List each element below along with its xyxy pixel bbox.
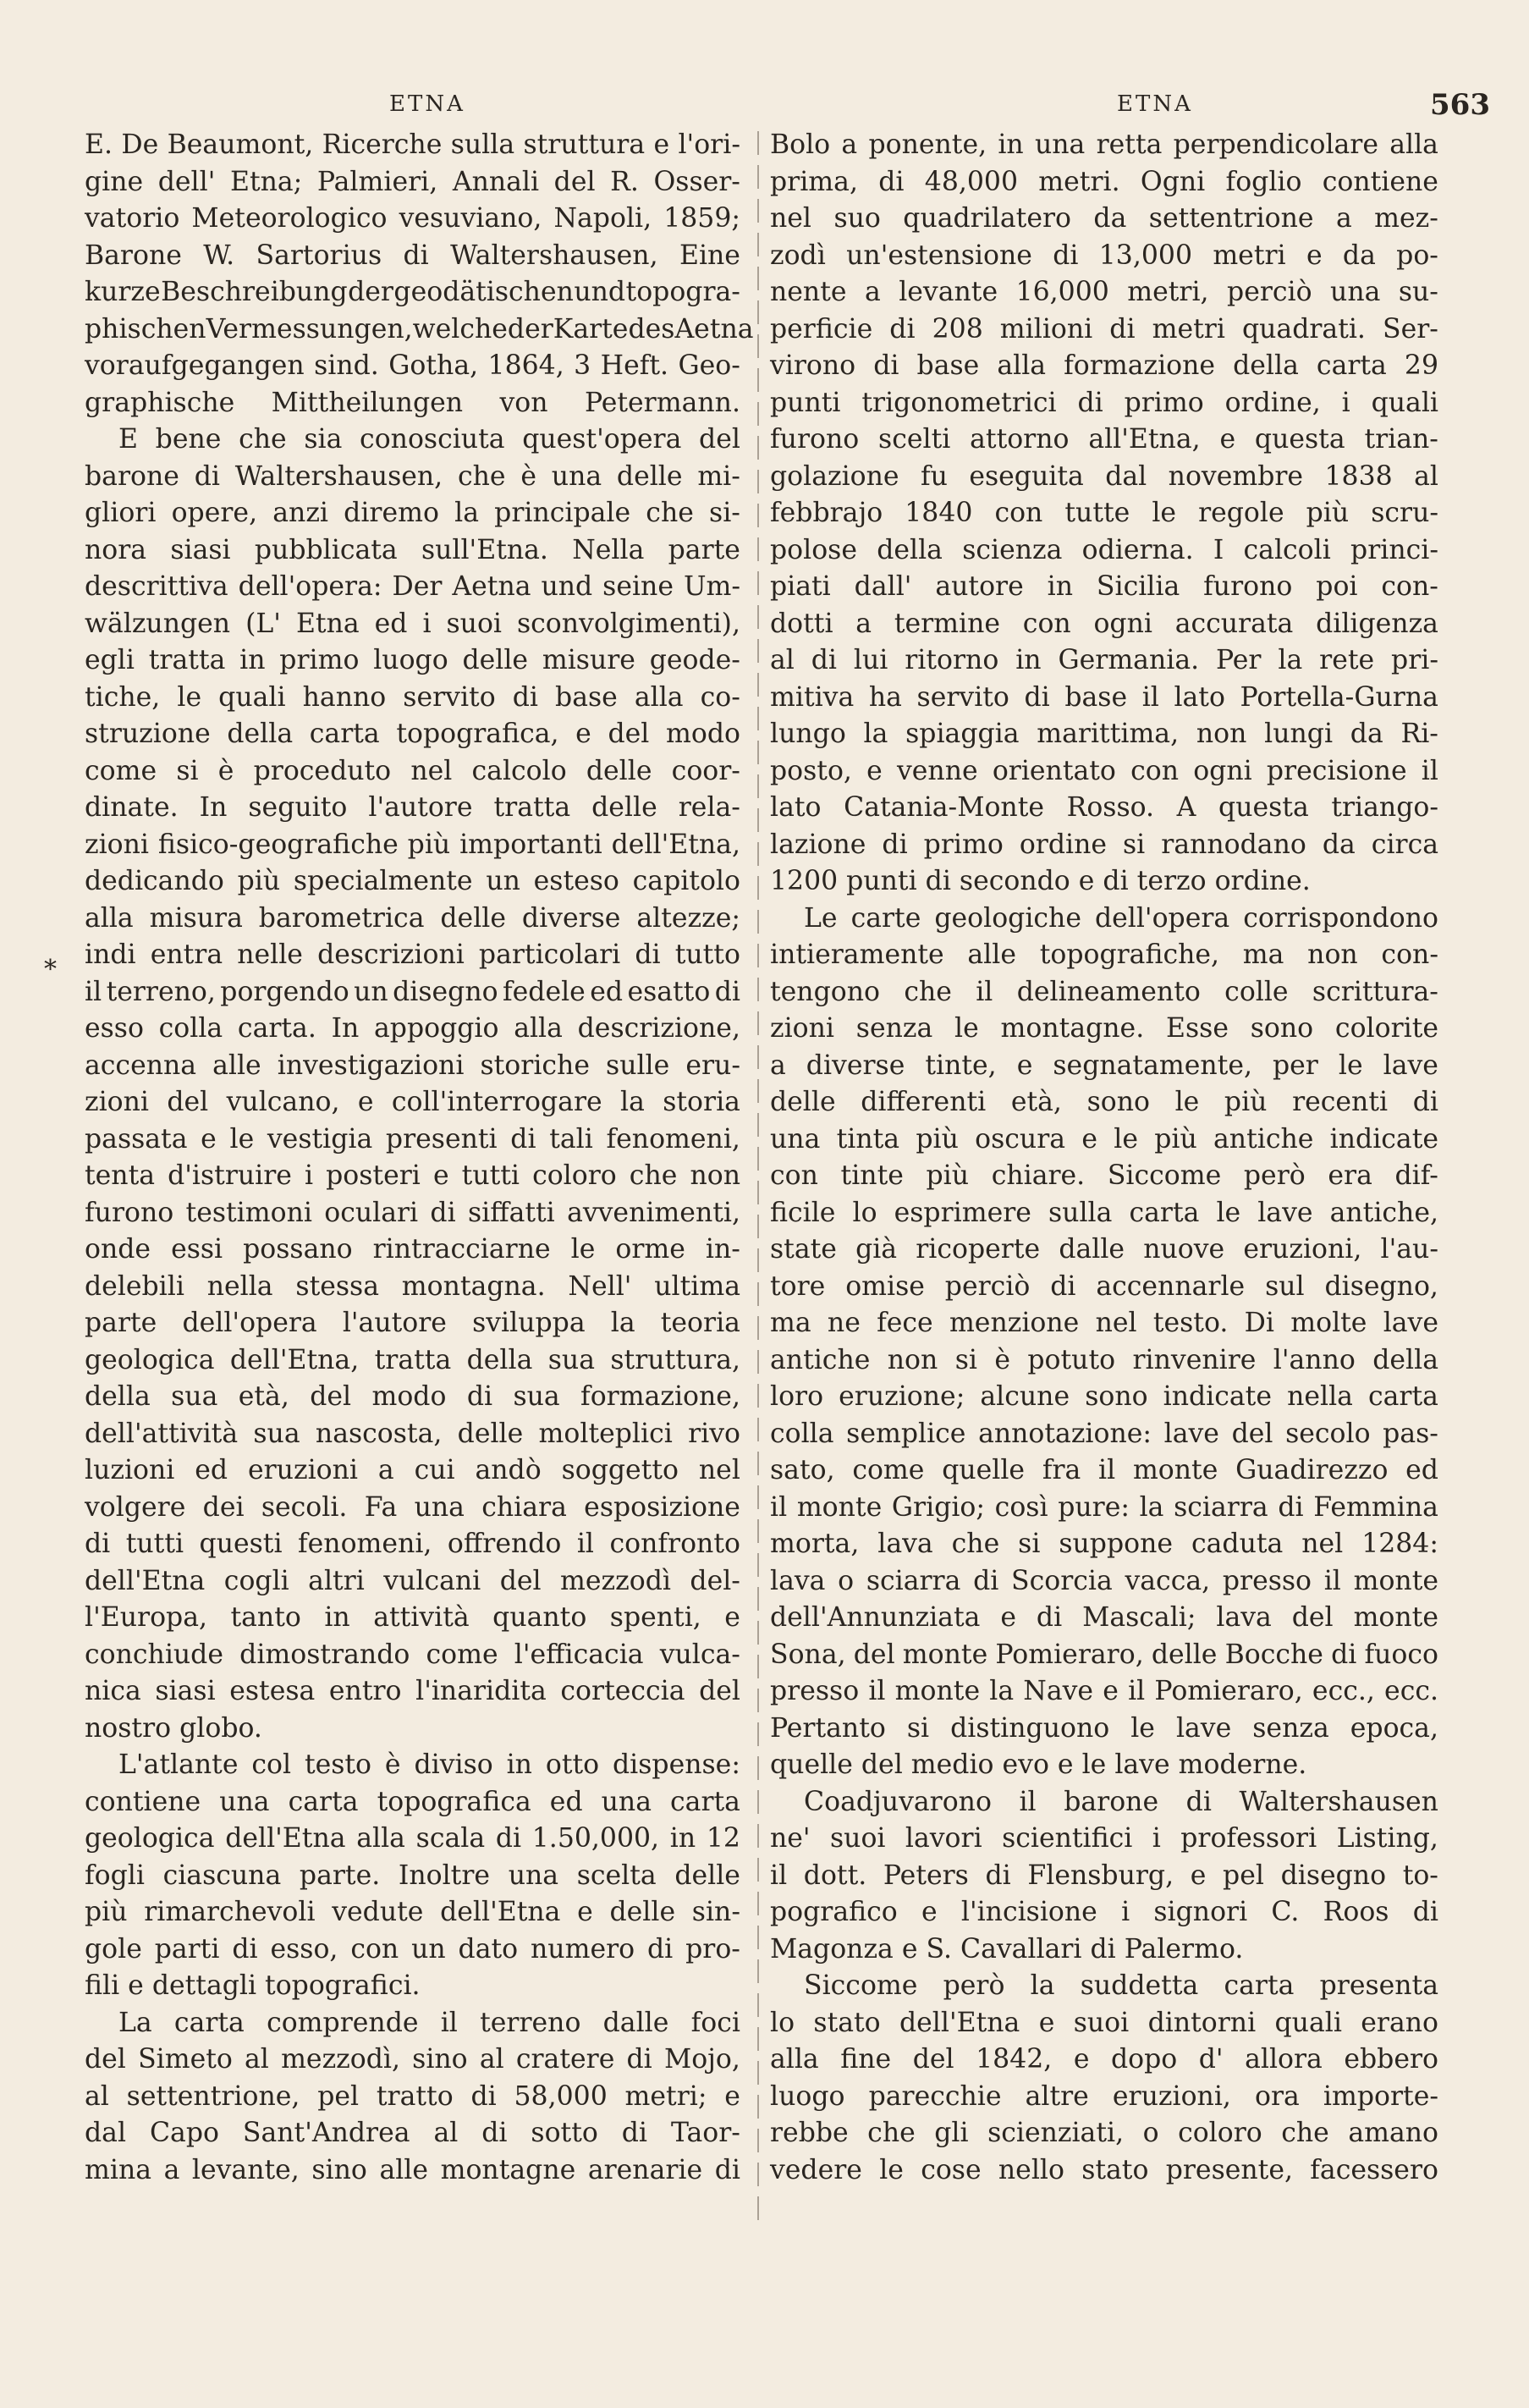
text-line: sato, come quelle fra il monte Guadirezzo ed: [770, 1455, 1438, 1485]
text-line: ne' suoi lavori scientifici i professori Listing,: [770, 1823, 1438, 1854]
text-line: golazione fu eseguita dal novembre 1838 al: [770, 460, 1438, 492]
text-line: wälzungen (L' Etna ed i suoi sconvolgimenti),: [85, 608, 740, 639]
text-line: alla misura barometrica delle diverse altezze;: [85, 902, 740, 934]
text-line: posto, e venne orientato con ogni precisione il: [770, 755, 1438, 786]
text-line: E bene che sia conosciuta quest'opera del: [118, 424, 740, 455]
text-line: zioni fisico-geografiche più importanti dell'Etna,: [85, 829, 740, 860]
text-line: delle differenti età, sono le più recenti di: [770, 1087, 1438, 1117]
running-header-left: ETNA: [389, 91, 465, 117]
text-line: vatorio Meteorologico vesuviano, Napoli, 1859;: [85, 203, 740, 234]
text-line: La carta comprende il terreno dalle foci: [118, 2007, 740, 2038]
text-line: dedicando più specialmente un esteso capitolo: [85, 866, 740, 896]
text-line: l'Europa, tanto in attività quanto spenti, e: [85, 1602, 740, 1633]
text-line: Barone W. Sartorius di Waltershausen, Eine: [85, 240, 740, 271]
text-line: di tutti questi fenomeni, offrendo il confronto: [85, 1529, 740, 1559]
text-line: febbrajo 1840 con tutte le regole più scru-: [770, 498, 1438, 528]
text-line: gine dell' Etna; Palmieri, Annali del R. Osser-: [85, 166, 740, 197]
text-line: onde essi possano rintracciarne le orme in-: [85, 1234, 740, 1265]
text-line: una tinta più oscura e le più antiche indicate: [770, 1123, 1438, 1154]
text-line: descrittiva dell'opera: Der Aetna und seine Um-: [85, 571, 740, 602]
text-line: al di lui ritorno in Germania. Per la rete pri-: [770, 645, 1438, 675]
text-line: il dott. Peters di Flensburg, e pel disegno to-: [770, 1860, 1438, 1891]
text-line: presso il monte la Nave e il Pomieraro, ecc., ecc.: [770, 1676, 1438, 1706]
text-line: fogli ciascuna parte. Inoltre una scelta delle: [85, 1860, 740, 1891]
text-line: intieramente alle topografiche, ma non con-: [770, 940, 1438, 970]
margin-mark: *: [44, 955, 57, 984]
text-line: Le carte geologiche dell'opera corrispondono: [804, 902, 1438, 934]
text-line: parte dell'opera l'autore sviluppa la teoria: [85, 1308, 740, 1338]
text-line: perficie di 208 milioni di metri quadrati. Ser-: [770, 313, 1438, 344]
text-line: E. De Beaumont, Ricerche sulla struttura e l'ori-: [85, 129, 740, 160]
text-line: con tinte più chiare. Siccome però era dif-: [770, 1160, 1438, 1191]
text-line: passata e le vestigia presenti di tali fenomeni,: [85, 1123, 740, 1154]
text-line: volgere dei secoli. Fa una chiara esposizione: [85, 1491, 740, 1523]
text-line: il terreno, porgendo un disegno fedele ed esatto di: [85, 976, 740, 1007]
text-line: state già ricoperte dalle nuove eruzioni, l'au-: [770, 1234, 1438, 1265]
text-line: geologica dell'Etna alla scala di 1.50,000, in 12: [85, 1823, 740, 1854]
text-line: luogo parecchie altre eruzioni, ora importe-: [770, 2080, 1438, 2112]
text-line: alla fine del 1842, e dopo d' allora ebbero: [770, 2044, 1438, 2075]
text-line: polose della scienza odierna. I calcoli princi-: [770, 534, 1438, 565]
text-line: dell'attività sua nascosta, delle molteplici rivo: [85, 1418, 740, 1449]
text-line: gliori opere, anzi diremo la principale che si-: [85, 498, 740, 528]
text-line: più rimarchevoli vedute dell'Etna e delle sin-: [85, 1897, 740, 1927]
text-line: lo stato dell'Etna e suoi dintorni quali erano: [770, 2007, 1438, 2038]
text-line: furono testimoni oculari di siffatti avvenimenti,: [85, 1197, 740, 1228]
running-header-right: ETNA: [1117, 91, 1193, 117]
text-line: Sona, del monte Pomieraro, delle Bocche di fuoco: [770, 1639, 1438, 1670]
text-line: 1200 punti di secondo e di terzo ordine.: [770, 866, 1311, 896]
text-line: ficile lo esprimere sulla carta le lave antiche,: [770, 1197, 1438, 1228]
text-line: come si è proceduto nel calcolo delle coor-: [85, 755, 740, 786]
column-divider: [757, 131, 759, 2222]
text-line: mina a levante, sino alle montagne arenarie di: [85, 2154, 740, 2185]
text-line: ma ne fece menzione nel testo. Di molte lave: [770, 1308, 1438, 1338]
text-line: lava o sciarra di Scorcia vacca, presso il monte: [770, 1565, 1438, 1596]
text-line: lungo la spiaggia marittima, non lungi da Ri-: [770, 719, 1438, 749]
text-line: loro eruzione; alcune sono indicate nella carta: [770, 1381, 1438, 1412]
text-line: conchiude dimostrando come l'efficacia vulca-: [85, 1639, 740, 1670]
text-line: tengono che il delineamento colle scrittura-: [770, 976, 1438, 1007]
text-line: della sua età, del modo di sua formazione,: [85, 1381, 740, 1412]
text-line: phischen Vermessungen, welche der Karte des Aetna: [85, 313, 754, 344]
text-line: esso colla carta. In appoggio alla descrizione,: [85, 1013, 740, 1044]
text-line: piati dall' autore in Sicilia furono poi con-: [770, 571, 1438, 602]
text-line: Bolo a ponente, in una retta perpendicolare alla: [770, 129, 1438, 160]
text-line: Coadjuvarono il barone di Waltershausen: [804, 1786, 1438, 1817]
text-line: virono di base alla formazione della carta 29: [770, 350, 1438, 381]
page-number: 563: [1430, 88, 1490, 122]
text-line: barone di Waltershausen, che è una delle mi-: [85, 460, 740, 492]
text-line: punti trigonometrici di primo ordine, i quali: [770, 387, 1438, 418]
text-line: il monte Grigio; così pure: la sciarra di Femmina: [770, 1491, 1438, 1523]
right-text-column: [770, 127, 1438, 2189]
text-line: quelle del medio evo e le lave moderne.: [770, 1750, 1307, 1780]
text-line: Siccome però la suddetta carta presenta: [804, 1970, 1438, 2001]
text-line: gole parti di esso, con un dato numero di pro-: [85, 1933, 740, 1964]
text-line: furono scelti attorno all'Etna, e questa trian-: [770, 424, 1438, 455]
text-line: rebbe che gli scienziati, o coloro che amano: [770, 2118, 1438, 2148]
text-line: nica siasi estesa entro l'inaridita corteccia del: [85, 1676, 740, 1706]
text-line: Pertanto si distinguono le lave senza epoca,: [770, 1712, 1438, 1744]
text-line: nora siasi pubblicata sull'Etna. Nella parte: [85, 534, 740, 565]
text-line: luzioni ed eruzioni a cui andò soggetto nel: [85, 1455, 740, 1485]
text-line: dotti a termine con ogni accurata diligenza: [770, 608, 1438, 639]
text-line: lato Catania-Monte Rosso. A questa triango-: [770, 792, 1438, 823]
text-line: dell'Etna cogli altri vulcani del mezzodì del-: [85, 1565, 740, 1596]
text-line: contiene una carta topografica ed una carta: [85, 1786, 740, 1817]
text-line: antiche non si è potuto rinvenire l'anno della: [770, 1344, 1438, 1375]
text-line: Magonza e S. Cavallari di Palermo.: [770, 1933, 1244, 1964]
text-line: pografico e l'incisione i signori C. Roos di: [770, 1897, 1438, 1927]
text-line: zodì un'estensione di 13,000 metri e da po-: [770, 240, 1438, 271]
text-line: graphische Mittheilungen von Petermann.: [85, 387, 740, 418]
text-line: colla semplice annotazione: lave del secolo pas-: [770, 1418, 1438, 1449]
text-line: accenna alle investigazioni storiche sulle eru-: [85, 1050, 740, 1081]
text-line: nel suo quadrilatero da settentrione a mez-: [770, 203, 1438, 234]
text-line: delebili nella stessa montagna. Nell' ultima: [85, 1270, 740, 1302]
text-line: kurze Beschreibung der geodätischen und topogra-: [85, 277, 740, 307]
text-line: tiche, le quali hanno servito di base alla co-: [85, 681, 740, 713]
text-line: voraufgegangen sind. Gotha, 1864, 3 Heft. Geo-: [85, 350, 740, 381]
text-line: zioni del vulcano, e coll'interrogare la storia: [85, 1087, 740, 1117]
text-line: a diverse tinte, e segnatamente, per le lave: [770, 1050, 1438, 1081]
text-line: egli tratta in primo luogo delle misure geode-: [85, 645, 740, 675]
text-line: nostro globo.: [85, 1712, 262, 1744]
text-line: tenta d'istruire i posteri e tutti coloro che non: [85, 1160, 740, 1191]
text-line: vedere le cose nello stato presente, facessero: [770, 2154, 1438, 2185]
text-line: dell'Annunziata e di Mascali; lava del monte: [770, 1602, 1438, 1633]
text-line: L'atlante col testo è diviso in otto dispense:: [118, 1750, 740, 1780]
text-line: dinate. In seguito l'autore tratta delle rela-: [85, 792, 740, 823]
text-line: zioni senza le montagne. Esse sono colorite: [770, 1013, 1438, 1044]
text-line: morta, lava che si suppone caduta nel 1284:: [770, 1529, 1438, 1559]
text-line: prima, di 48,000 metri. Ogni foglio contiene: [770, 166, 1438, 197]
text-line: dal Capo Sant'Andrea al di sotto di Taor-: [85, 2118, 740, 2148]
text-line: al settentrione, pel tratto di 58,000 metri; e: [85, 2080, 740, 2112]
text-line: struzione della carta topografica, e del modo: [85, 719, 740, 749]
text-line: del Simeto al mezzodì, sino al cratere di Mojo,: [85, 2044, 740, 2075]
text-line: indi entra nelle descrizioni particolari di tutto: [85, 940, 740, 970]
text-line: mitiva ha servito di base il lato Portella-Gurna: [770, 681, 1438, 713]
left-text-column: [85, 127, 754, 2189]
text-line: lazione di primo ordine si rannodano da circa: [770, 829, 1438, 860]
text-line: nente a levante 16,000 metri, perciò una su-: [770, 277, 1438, 307]
text-line: geologica dell'Etna, tratta della sua struttura,: [85, 1344, 740, 1375]
text-line: fili e dettagli topografici.: [85, 1970, 421, 2001]
text-line: tore omise perciò di accennarle sul disegno,: [770, 1270, 1438, 1302]
